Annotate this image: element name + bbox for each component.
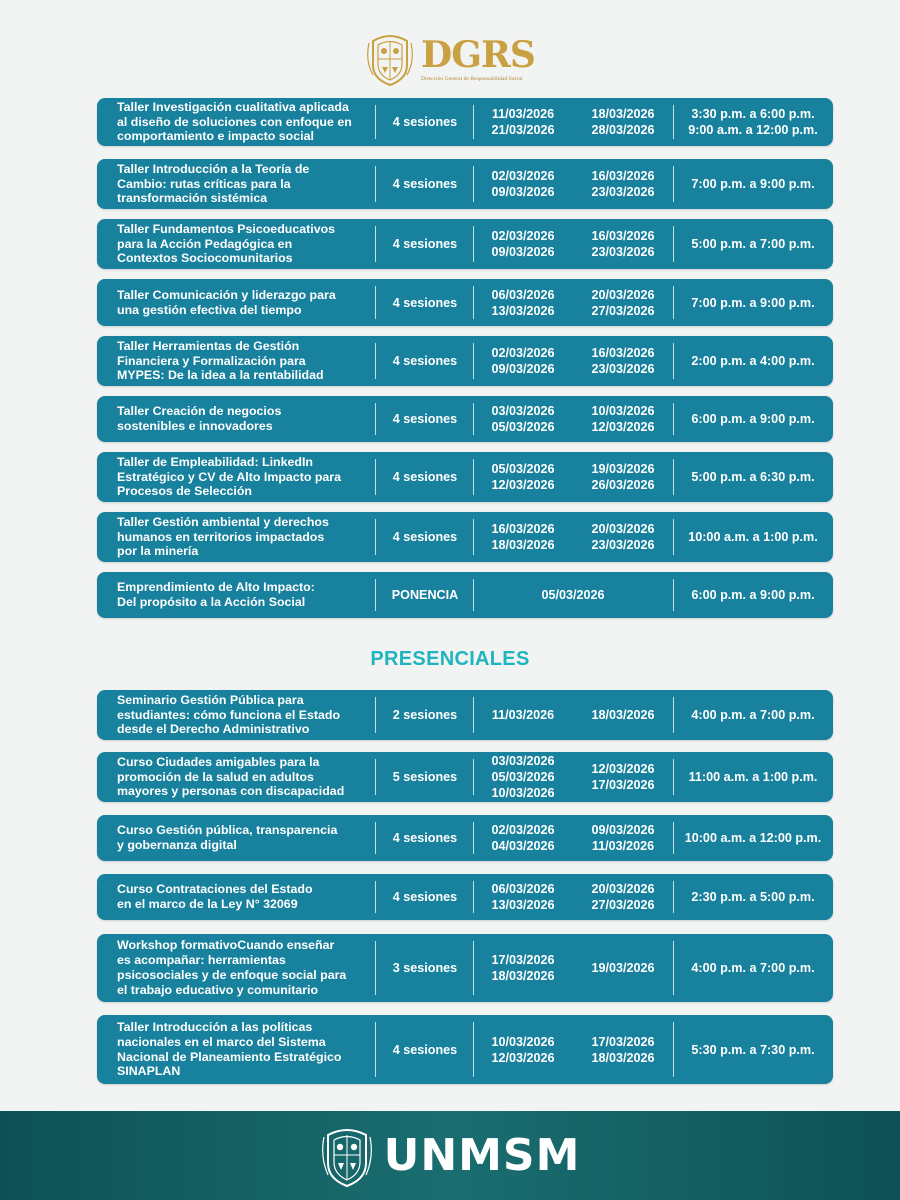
course-date: 23/03/2026 xyxy=(591,245,655,259)
date-column-a xyxy=(473,512,573,562)
date-column-a xyxy=(473,396,573,442)
course-sessions: 2 sesiones xyxy=(392,708,458,722)
course-row xyxy=(97,1015,833,1084)
course-sessions: 4 sesiones xyxy=(392,354,458,368)
course-title xyxy=(117,572,371,618)
column-divider xyxy=(673,519,674,555)
date-column-b xyxy=(573,336,673,386)
column-divider xyxy=(473,881,474,913)
column-divider xyxy=(673,343,674,379)
course-date: 28/03/2026 xyxy=(591,123,655,137)
course-row xyxy=(97,159,833,209)
course-dates xyxy=(473,1015,673,1084)
course-title-line: el trabajo educativo y comunitario xyxy=(117,982,319,997)
date-column-b xyxy=(573,219,673,269)
course-row xyxy=(97,815,833,861)
course-time-line: 11:00 a.m. a 1:00 p.m. xyxy=(688,770,818,784)
course-time xyxy=(673,815,833,861)
course-time-line: 6:00 p.m. a 9:00 p.m. xyxy=(691,588,815,602)
course-date: 26/03/2026 xyxy=(591,478,655,492)
course-time xyxy=(673,572,833,618)
column-divider xyxy=(473,759,474,795)
date-column-a xyxy=(473,98,573,146)
course-title-line: en el marco de la Ley N° 32069 xyxy=(117,897,298,911)
date-column-a xyxy=(473,279,573,326)
column-divider xyxy=(375,1022,376,1077)
course-title-line: promoción de la salud en adultos xyxy=(117,769,314,784)
course-title-line: nacionales en el marco del Sistema xyxy=(117,1034,326,1049)
course-title xyxy=(117,934,371,1002)
course-row xyxy=(97,752,833,802)
course-title-line: Contextos Sociocomunitarios xyxy=(117,251,293,266)
course-time-line: 9:00 a.m. a 12:00 p.m. xyxy=(688,123,818,137)
course-title xyxy=(117,336,371,386)
course-sessions: 4 sesiones xyxy=(392,831,458,845)
course-row xyxy=(97,874,833,920)
column-divider xyxy=(375,941,376,995)
course-title-line: sostenibles e innovadores xyxy=(117,419,273,433)
course-time-line: 10:00 a.m. a 12:00 p.m. xyxy=(684,831,822,845)
course-date: 04/03/2026 xyxy=(491,839,555,853)
unmsm-logo-text: UNMSM xyxy=(383,1130,581,1181)
course-time xyxy=(673,512,833,562)
course-row xyxy=(97,98,833,146)
course-title-line: humanos en territorios impactados xyxy=(117,529,325,544)
course-date: 05/03/2026 xyxy=(491,420,555,434)
course-date: 18/03/2026 xyxy=(591,107,655,121)
course-date: 18/03/2026 xyxy=(591,1050,655,1065)
course-title-line: una gestión efectiva del tiempo xyxy=(117,302,302,317)
section-title-presenciales: PRESENCIALES xyxy=(370,648,530,670)
course-row xyxy=(97,934,833,1002)
course-title xyxy=(117,396,371,442)
course-date: 05/03/2026 xyxy=(491,770,555,784)
column-divider xyxy=(375,459,376,495)
course-title-line: desde el Derecho Administrativo xyxy=(117,722,310,737)
course-title xyxy=(117,159,371,209)
date-column-b xyxy=(573,452,673,502)
course-sessions: 4 sesiones xyxy=(392,470,458,484)
footer xyxy=(0,1111,900,1200)
course-date: 09/03/2026 xyxy=(491,362,555,376)
course-date: 13/03/2026 xyxy=(491,898,555,912)
date-column-b xyxy=(573,512,673,562)
course-date: 12/03/2026 xyxy=(591,420,655,434)
course-title xyxy=(117,874,371,920)
course-date: 05/03/2026 xyxy=(491,462,555,476)
course-title xyxy=(117,815,371,861)
course-title-line: Taller Herramientas de Gestión xyxy=(117,338,300,353)
course-title-line: Taller Investigación cualitativa aplicada xyxy=(117,99,349,114)
course-title-line: Taller Gestión ambiental y derechos xyxy=(117,514,329,529)
column-divider xyxy=(375,166,376,202)
date-column-a xyxy=(473,1015,573,1084)
course-title-line: MYPES: De la idea a la rentabilidad xyxy=(117,368,324,383)
course-date: 18/03/2026 xyxy=(591,708,655,722)
column-divider xyxy=(673,579,674,611)
course-title-line: Seminario Gestión Pública para xyxy=(117,692,304,707)
dgrs-logo xyxy=(421,36,535,82)
course-date: 17/03/2026 xyxy=(491,953,555,967)
course-date: 23/03/2026 xyxy=(591,362,655,376)
column-divider xyxy=(473,343,474,379)
course-title-line: Procesos de Selección xyxy=(117,484,252,499)
column-divider xyxy=(375,881,376,913)
course-title-line: Taller Introducción a las políticas xyxy=(117,1019,313,1034)
column-divider xyxy=(375,105,376,139)
course-time-line: 5:00 p.m. a 7:00 p.m. xyxy=(691,237,815,251)
course-dates xyxy=(473,452,673,502)
course-title-line: Curso Contrataciones del Estado xyxy=(117,882,313,897)
course-dates xyxy=(473,98,673,146)
course-time-line: 5:30 p.m. a 7:30 p.m. xyxy=(691,1042,815,1057)
date-column xyxy=(473,572,673,618)
course-date: 19/03/2026 xyxy=(591,462,655,476)
column-divider xyxy=(473,1022,474,1077)
column-divider xyxy=(473,226,474,262)
date-column-a xyxy=(473,874,573,920)
course-title-line: para la Acción Pedagógica en xyxy=(117,236,293,251)
course-title xyxy=(117,512,371,562)
course-row xyxy=(97,512,833,562)
course-time xyxy=(673,690,833,740)
date-column-a xyxy=(473,219,573,269)
course-title-line: Nacional de Planeamiento Estratégico xyxy=(117,1049,342,1064)
course-date: 11/03/2026 xyxy=(491,708,555,722)
dgrs-logo-subtitle: Dirección General de Responsabilidad Social xyxy=(421,76,523,82)
column-divider xyxy=(673,286,674,319)
date-column-b xyxy=(573,815,673,861)
course-title-line: y gobernanza digital xyxy=(117,838,237,852)
column-divider xyxy=(673,697,674,733)
course-date: 03/03/2026 xyxy=(491,404,555,418)
course-time xyxy=(673,1015,833,1084)
column-divider xyxy=(375,519,376,555)
course-date: 05/03/2026 xyxy=(541,588,605,602)
course-date: 13/03/2026 xyxy=(491,303,555,318)
course-dates xyxy=(473,752,673,802)
course-date: 27/03/2026 xyxy=(591,303,655,318)
course-row xyxy=(97,690,833,740)
course-time-line: 2:30 p.m. a 5:00 p.m. xyxy=(691,890,815,904)
course-date: 09/03/2026 xyxy=(491,185,555,199)
column-divider xyxy=(473,459,474,495)
course-title-line: estudiantes: cómo funciona el Estado xyxy=(117,707,341,722)
course-date: 16/03/2026 xyxy=(591,169,655,183)
column-divider xyxy=(375,343,376,379)
course-title xyxy=(117,279,371,326)
course-title xyxy=(117,452,371,502)
date-column-b xyxy=(573,934,673,1002)
date-column-b xyxy=(573,874,673,920)
course-sessions: 3 sesiones xyxy=(392,961,458,975)
course-date: 02/03/2026 xyxy=(491,229,555,243)
course-sessions: 4 sesiones xyxy=(392,177,458,191)
course-time xyxy=(673,98,833,146)
course-title-line: Taller Introducción a la Teoría de xyxy=(117,161,310,176)
date-column-a xyxy=(473,690,573,740)
date-column-b xyxy=(573,396,673,442)
column-divider xyxy=(673,941,674,995)
column-divider xyxy=(673,226,674,262)
course-title xyxy=(117,690,371,740)
column-divider xyxy=(375,759,376,795)
date-column-a xyxy=(473,452,573,502)
course-title-line: mayores y personas con discapacidad xyxy=(117,784,345,799)
course-title-line: Taller de Empleabilidad: LinkedIn xyxy=(117,454,313,469)
course-date: 21/03/2026 xyxy=(491,123,555,137)
course-date: 17/03/2026 xyxy=(591,1034,655,1049)
column-divider xyxy=(673,459,674,495)
course-sessions: 4 sesiones xyxy=(392,890,458,904)
dgrs-crest-icon xyxy=(365,31,415,87)
date-column-b xyxy=(573,690,673,740)
course-date: 23/03/2026 xyxy=(591,538,655,552)
course-title-line: Taller Comunicación y liderazgo para xyxy=(117,287,336,302)
date-column-a xyxy=(473,336,573,386)
header xyxy=(0,28,900,90)
column-divider xyxy=(473,941,474,995)
course-time-line: 7:00 p.m. a 9:00 p.m. xyxy=(691,295,815,310)
course-time-line: 4:00 p.m. a 7:00 p.m. xyxy=(691,961,815,975)
column-divider xyxy=(473,105,474,139)
course-date: 12/03/2026 xyxy=(491,478,555,492)
course-date: 12/03/2026 xyxy=(591,762,655,776)
course-title-line: comportamiento e impacto social xyxy=(117,129,314,144)
course-date: 16/03/2026 xyxy=(491,522,555,536)
course-title-line: Cambio: rutas críticas para la xyxy=(117,176,291,191)
course-date: 12/03/2026 xyxy=(491,1050,555,1065)
column-divider xyxy=(673,759,674,795)
course-time xyxy=(673,934,833,1002)
date-column-b xyxy=(573,279,673,326)
course-sessions: 4 sesiones xyxy=(392,412,458,426)
column-divider xyxy=(473,822,474,854)
course-date: 20/03/2026 xyxy=(591,522,655,536)
course-sessions: 4 sesiones xyxy=(392,115,458,129)
course-time xyxy=(673,396,833,442)
column-divider xyxy=(673,1022,674,1077)
course-time-line: 3:30 p.m. a 6:00 p.m. xyxy=(691,107,815,121)
column-divider xyxy=(375,579,376,611)
course-row xyxy=(97,219,833,269)
course-date: 09/03/2026 xyxy=(491,245,555,259)
course-title-line: Curso Ciudades amigables para la xyxy=(117,754,320,769)
date-column-b xyxy=(573,752,673,802)
date-column-b xyxy=(573,1015,673,1084)
column-divider xyxy=(473,286,474,319)
course-sessions: 4 sesiones xyxy=(392,237,458,251)
course-row xyxy=(97,396,833,442)
course-title-line: Taller Creación de negocios xyxy=(117,404,282,419)
course-time-line: 4:00 p.m. a 7:00 p.m. xyxy=(691,708,815,722)
unmsm-crest-icon xyxy=(320,1123,374,1189)
column-divider xyxy=(473,697,474,733)
course-date: 23/03/2026 xyxy=(591,185,655,199)
course-row xyxy=(97,336,833,386)
course-date: 18/03/2026 xyxy=(491,538,555,552)
course-date: 18/03/2026 xyxy=(491,969,555,983)
course-date: 19/03/2026 xyxy=(591,961,655,975)
course-dates xyxy=(473,874,673,920)
column-divider xyxy=(375,822,376,854)
course-title-line: al diseño de soluciones con enfoque en xyxy=(117,114,352,129)
course-date: 03/03/2026 xyxy=(491,754,555,768)
course-dates xyxy=(473,934,673,1002)
course-time-line: 6:00 p.m. a 9:00 p.m. xyxy=(691,412,815,426)
date-column-a xyxy=(473,934,573,1002)
course-sessions: 4 sesiones xyxy=(392,530,458,544)
course-dates xyxy=(473,815,673,861)
course-dates xyxy=(473,219,673,269)
course-title xyxy=(117,752,371,802)
course-date: 20/03/2026 xyxy=(591,882,655,896)
date-column-a xyxy=(473,159,573,209)
course-dates xyxy=(473,572,673,618)
course-title-line: SINAPLAN xyxy=(117,1064,181,1079)
course-title-line: Emprendimiento de Alto Impacto: xyxy=(117,580,315,595)
course-time xyxy=(673,752,833,802)
course-sessions: 4 sesiones xyxy=(392,1042,458,1057)
column-divider xyxy=(375,226,376,262)
course-title-line: por la minería xyxy=(117,544,199,559)
date-column-b xyxy=(573,159,673,209)
course-time xyxy=(673,219,833,269)
column-divider xyxy=(375,286,376,319)
column-divider xyxy=(673,881,674,913)
course-title-line: Del propósito a la Acción Social xyxy=(117,595,306,609)
course-title xyxy=(117,219,371,269)
course-date: 06/03/2026 xyxy=(491,882,555,896)
course-date: 11/03/2026 xyxy=(491,107,555,121)
course-sessions: 4 sesiones xyxy=(392,295,458,310)
course-date: 11/03/2026 xyxy=(591,839,655,853)
course-row xyxy=(97,279,833,326)
course-row xyxy=(97,452,833,502)
course-dates xyxy=(473,396,673,442)
course-dates xyxy=(473,690,673,740)
course-date: 27/03/2026 xyxy=(591,898,655,912)
course-date: 10/03/2026 xyxy=(591,404,655,418)
course-row xyxy=(97,572,833,618)
course-date: 16/03/2026 xyxy=(591,229,655,243)
course-date: 10/03/2026 xyxy=(491,786,555,800)
course-time xyxy=(673,452,833,502)
course-date: 10/03/2026 xyxy=(491,1034,555,1049)
dgrs-logo-text: DGRS xyxy=(421,34,535,76)
column-divider xyxy=(473,166,474,202)
course-title-line: transformación sistémica xyxy=(117,191,268,206)
course-date: 20/03/2026 xyxy=(591,287,655,302)
course-title-line: Taller Fundamentos Psicoeducativos xyxy=(117,221,336,236)
course-time xyxy=(673,159,833,209)
course-date: 09/03/2026 xyxy=(591,823,655,837)
column-divider xyxy=(673,822,674,854)
course-title-line: Curso Gestión pública, transparencia xyxy=(117,823,338,838)
course-date: 06/03/2026 xyxy=(491,287,555,302)
column-divider xyxy=(473,403,474,435)
column-divider xyxy=(473,579,474,611)
course-time-line: 10:00 a.m. a 1:00 p.m. xyxy=(688,530,818,544)
course-sessions: 5 sesiones xyxy=(392,770,458,784)
column-divider xyxy=(673,403,674,435)
course-title-line: psicosociales y de enfoque social para xyxy=(117,968,347,982)
course-dates xyxy=(473,336,673,386)
course-dates xyxy=(473,159,673,209)
date-column-a xyxy=(473,815,573,861)
course-title-line: es acompañar: herramientas xyxy=(117,953,286,968)
date-column-a xyxy=(473,752,573,802)
course-time xyxy=(673,279,833,326)
course-title-line: Estratégico y CV de Alto Impacto para xyxy=(117,469,342,484)
course-date: 02/03/2026 xyxy=(491,169,555,183)
course-date: 02/03/2026 xyxy=(491,346,555,360)
course-title xyxy=(117,98,371,146)
course-date: 02/03/2026 xyxy=(491,823,555,837)
date-column-b xyxy=(573,98,673,146)
column-divider xyxy=(673,105,674,139)
course-time-line: 2:00 p.m. a 4:00 p.m. xyxy=(691,354,815,368)
course-dates xyxy=(473,279,673,326)
course-time xyxy=(673,874,833,920)
course-date: 16/03/2026 xyxy=(591,346,655,360)
column-divider xyxy=(473,519,474,555)
course-title-line: Workshop formativoCuando enseñar xyxy=(117,938,335,953)
course-time-line: 5:00 p.m. a 6:30 p.m. xyxy=(691,470,815,484)
course-title-line: Financiera y Formalización para xyxy=(117,353,306,368)
course-time-line: 7:00 p.m. a 9:00 p.m. xyxy=(691,177,815,191)
course-dates xyxy=(473,512,673,562)
course-sessions: PONENCIA xyxy=(391,588,459,602)
column-divider xyxy=(673,166,674,202)
course-date: 17/03/2026 xyxy=(591,778,655,792)
course-time xyxy=(673,336,833,386)
column-divider xyxy=(375,403,376,435)
column-divider xyxy=(375,697,376,733)
course-title xyxy=(117,1015,371,1084)
